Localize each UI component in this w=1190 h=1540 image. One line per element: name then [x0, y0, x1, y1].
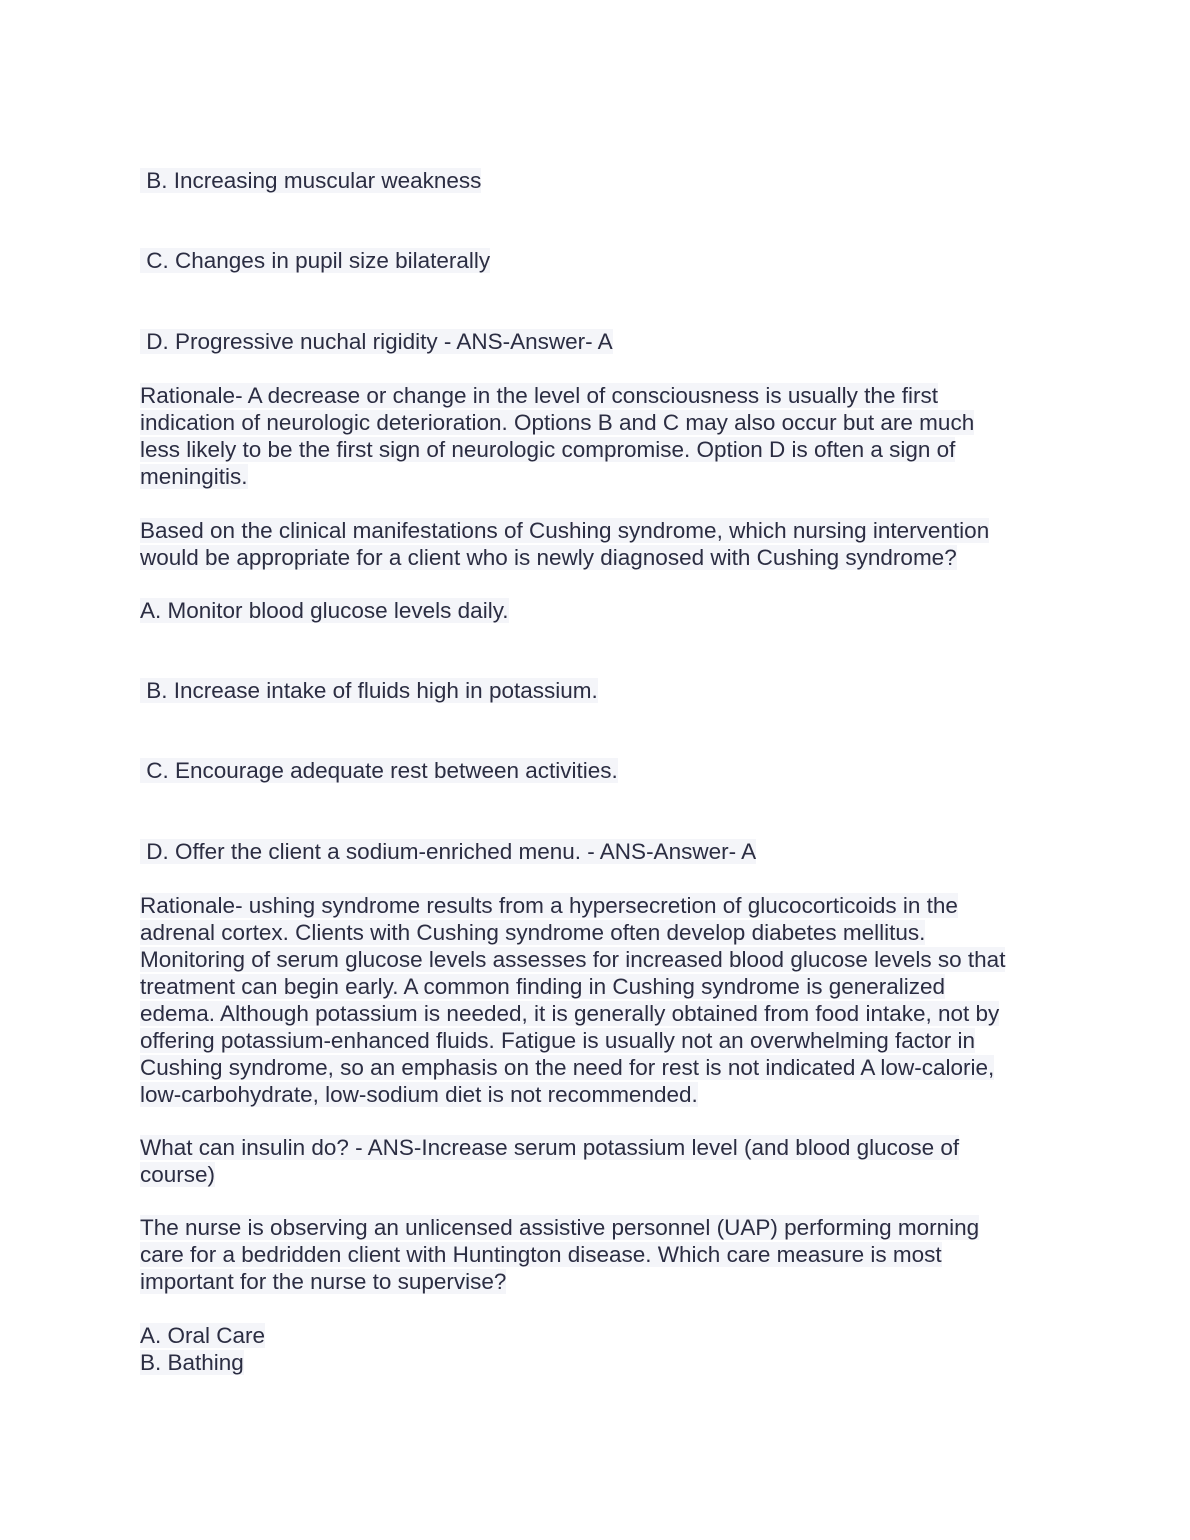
q1-rationale-line: Rationale- A decrease or change in the level of consciousness is usually the first — [140, 383, 938, 408]
q4-question-line: The nurse is observing an unlicensed assistive personnel (UAP) performing morning — [140, 1215, 980, 1240]
q2-option-c: C. Encourage adequate rest between activities. — [140, 758, 618, 783]
q4-option-b: B. Bathing — [140, 1350, 244, 1375]
q2-rationale-line: Cushing syndrome, so an emphasis on the need for rest is not indicated A low-calorie, — [140, 1055, 995, 1080]
q1-option-d-answer: D. Progressive nuchal rigidity - ANS-Answer- A — [140, 329, 613, 354]
q2-option-b: B. Increase intake of fluids high in potassium. — [140, 678, 598, 703]
q2-question-line: Based on the clinical manifestations of Cushing syndrome, which nursing intervention — [140, 518, 990, 543]
q4-option-a: A. Oral Care — [140, 1323, 266, 1348]
q2-rationale-line: Monitoring of serum glucose levels assesses for increased blood glucose levels so that — [140, 947, 1006, 972]
q4-question-line: important for the nurse to supervise? — [140, 1269, 507, 1294]
q1-option-b: B. Increasing muscular weakness — [140, 168, 482, 193]
q1-rationale-line: indication of neurologic deterioration. Options B and C may also occur but are much — [140, 410, 975, 435]
q1-option-c: C. Changes in pupil size bilaterally — [140, 248, 491, 273]
q1-rationale-line: less likely to be the first sign of neurologic compromise. Option D is often a sign of — [140, 437, 956, 462]
q2-rationale-line: Rationale- ushing syndrome results from a hypersecretion of glucocorticoids in the — [140, 893, 958, 918]
q2-rationale-line: edema. Although potassium is needed, it is generally obtained from food intake, not by — [140, 1001, 1000, 1026]
q2-question-line: would be appropriate for a client who is newly diagnosed with Cushing syndrome? — [140, 545, 957, 570]
q2-rationale-line: offering potassium-enhanced fluids. Fatigue is usually not an overwhelming factor in — [140, 1028, 976, 1053]
q2-option-a: A. Monitor blood glucose levels daily. — [140, 598, 509, 623]
q2-option-d-answer: D. Offer the client a sodium-enriched menu. - ANS-Answer- A — [140, 839, 757, 864]
q3-line: course) — [140, 1162, 216, 1187]
q4-question-line: care for a bedridden client with Huntington disease. Which care measure is most — [140, 1242, 942, 1267]
q2-rationale-line: low-carbohydrate, low-sodium diet is not recommended. — [140, 1082, 698, 1107]
q1-rationale-line: meningitis. — [140, 464, 248, 489]
q2-rationale-line: adrenal cortex. Clients with Cushing syndrome often develop diabetes mellitus. — [140, 920, 926, 945]
q2-rationale-line: treatment can begin early. A common finding in Cushing syndrome is generalized — [140, 974, 946, 999]
q3-line: What can insulin do? - ANS-Increase serum potassium level (and blood glucose of — [140, 1135, 960, 1160]
